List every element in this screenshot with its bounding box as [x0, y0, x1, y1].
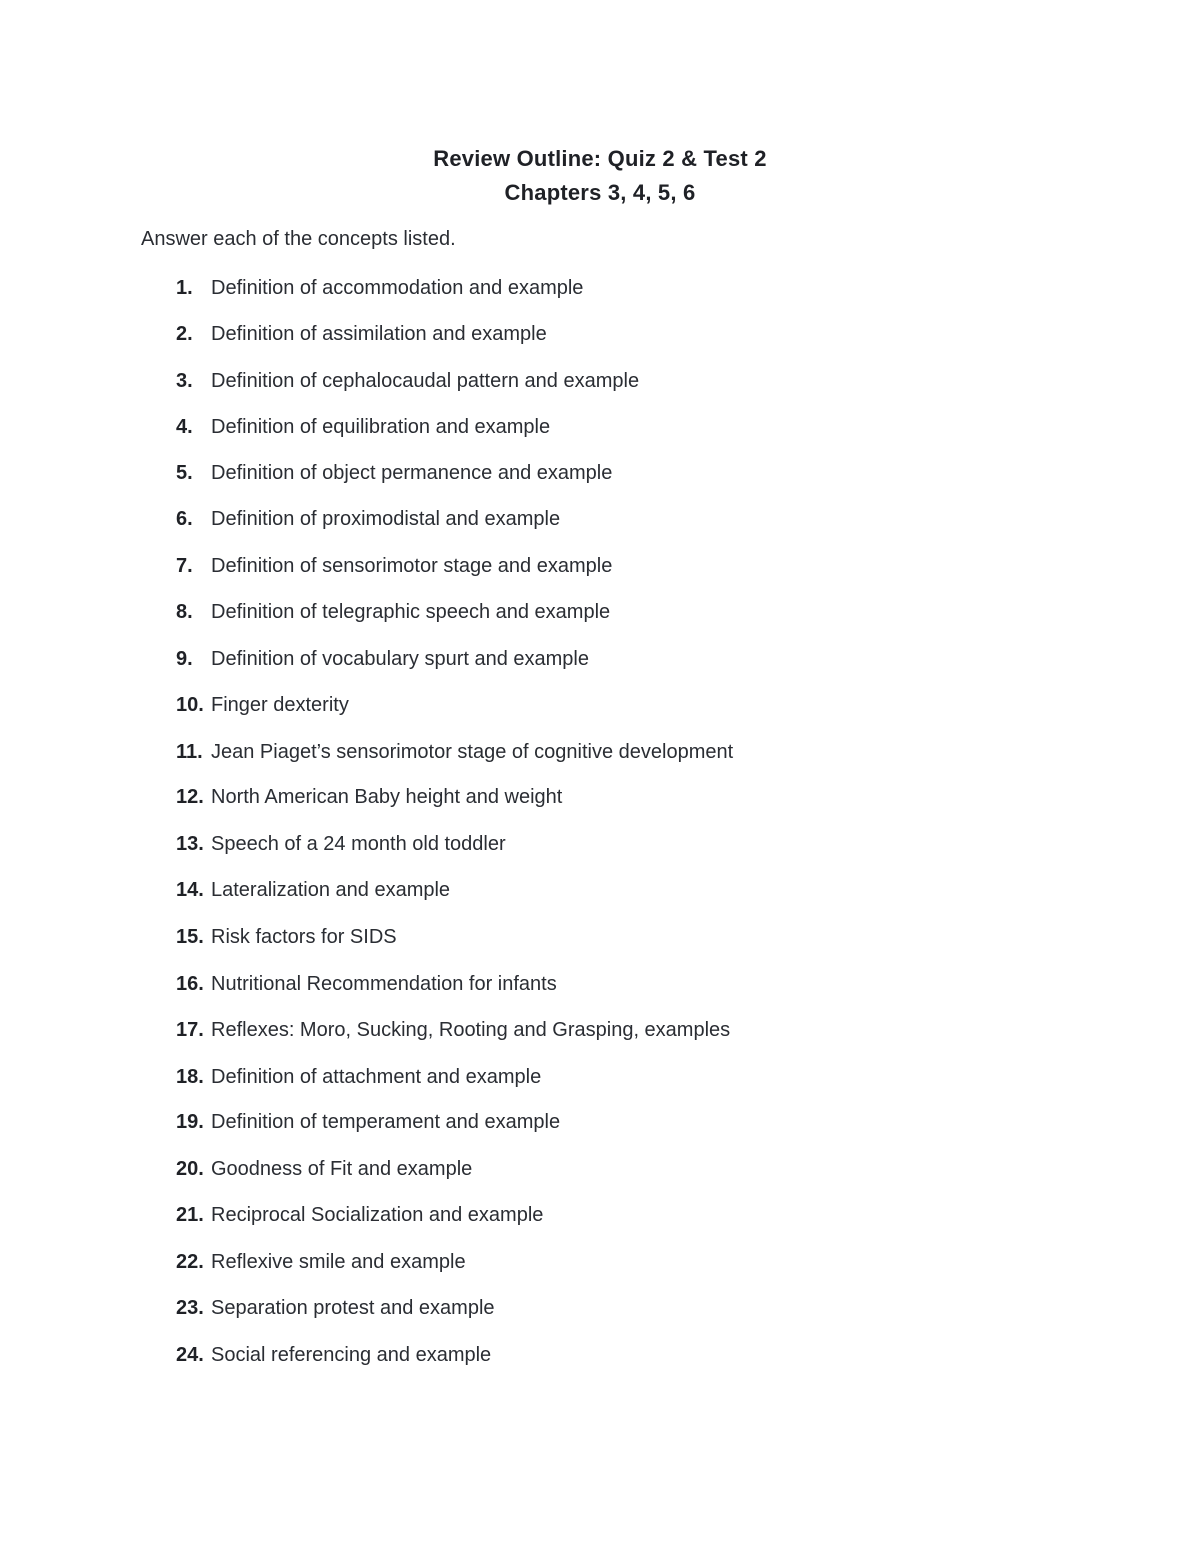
item-number: 3.	[176, 370, 193, 392]
list-item	[176, 1155, 472, 1183]
list-item	[176, 923, 397, 951]
list-item	[176, 645, 589, 673]
item-number: 8.	[176, 601, 193, 623]
item-text: Definition of telegraphic speech and example	[211, 601, 611, 623]
item-text: Reflexive smile and example	[211, 1251, 466, 1273]
document-title: Review Outline: Quiz 2 & Test 2	[433, 146, 767, 171]
list-item	[176, 413, 550, 441]
item-text: Definition of object permanence and example	[211, 462, 613, 484]
list-item	[176, 1294, 495, 1322]
item-text: Reciprocal Socialization and example	[211, 1204, 544, 1226]
item-text: Definition of temperament and example	[211, 1111, 561, 1133]
list-item	[176, 459, 612, 487]
item-number: 4.	[176, 416, 193, 438]
item-number: 24.	[176, 1344, 204, 1366]
item-text: Definition of proximodistal and example	[211, 508, 561, 530]
item-text: Reflexes: Moro, Sucking, Rooting and Grasping, examples	[211, 1019, 731, 1041]
item-number: 1.	[176, 277, 193, 299]
list-item	[176, 505, 560, 533]
item-number: 10.	[176, 694, 204, 716]
list-item	[176, 970, 557, 998]
item-number: 5.	[176, 462, 193, 484]
list-item	[176, 1108, 560, 1136]
item-text: Definition of sensorimotor stage and example	[211, 555, 613, 577]
list-item	[176, 367, 639, 395]
item-text: Social referencing and example	[211, 1344, 492, 1366]
list-item	[176, 738, 733, 766]
item-number: 16.	[176, 973, 204, 995]
item-number: 11.	[176, 741, 203, 763]
list-item	[176, 1016, 730, 1044]
item-number: 6.	[176, 508, 193, 530]
list-item	[176, 1341, 491, 1369]
item-number: 19.	[176, 1111, 204, 1133]
list-item	[176, 274, 583, 302]
item-number: 22.	[176, 1251, 204, 1273]
list-item	[176, 1248, 466, 1276]
item-text: Speech of a 24 month old toddler	[211, 833, 506, 855]
item-number: 17.	[176, 1019, 204, 1041]
list-item	[176, 552, 612, 580]
item-text: Risk factors for SIDS	[211, 926, 397, 948]
item-text: Definition of assimilation and example	[211, 323, 547, 345]
item-number: 13.	[176, 833, 204, 855]
item-number: 21.	[176, 1204, 204, 1226]
list-item	[176, 830, 506, 858]
item-text: Nutritional Recommendation for infants	[211, 973, 557, 995]
item-text: Separation protest and example	[211, 1297, 495, 1319]
document-subtitle: Chapters 3, 4, 5, 6	[504, 180, 696, 205]
list-item	[176, 598, 610, 626]
item-text: Finger dexterity	[211, 694, 349, 716]
item-number: 2.	[176, 323, 193, 345]
item-text: North American Baby height and weight	[211, 786, 563, 808]
list-item	[176, 876, 450, 904]
item-number: 18.	[176, 1066, 204, 1088]
item-number: 12.	[176, 786, 204, 808]
item-text: Definition of equilibration and example	[211, 416, 551, 438]
item-number: 14.	[176, 879, 204, 901]
item-text: Lateralization and example	[211, 879, 451, 901]
item-text: Definition of attachment and example	[211, 1066, 542, 1088]
item-number: 9.	[176, 648, 193, 670]
item-text: Goodness of Fit and example	[211, 1158, 473, 1180]
list-item	[176, 691, 349, 719]
item-text: Definition of cephalocaudal pattern and example	[211, 370, 640, 392]
item-text: Definition of accommodation and example	[211, 277, 584, 299]
item-number: 23.	[176, 1297, 204, 1319]
list-item	[176, 1063, 541, 1091]
item-number: 20.	[176, 1158, 204, 1180]
item-number: 15.	[176, 926, 204, 948]
list-item	[176, 1201, 543, 1229]
instructions-text: Answer each of the concepts listed.	[141, 228, 456, 250]
item-number: 7.	[176, 555, 193, 577]
item-text: Definition of vocabulary spurt and example	[211, 648, 589, 670]
list-item	[176, 320, 547, 348]
item-text: Jean Piaget’s sensorimotor stage of cognitive development	[211, 741, 734, 763]
list-item	[176, 783, 562, 811]
